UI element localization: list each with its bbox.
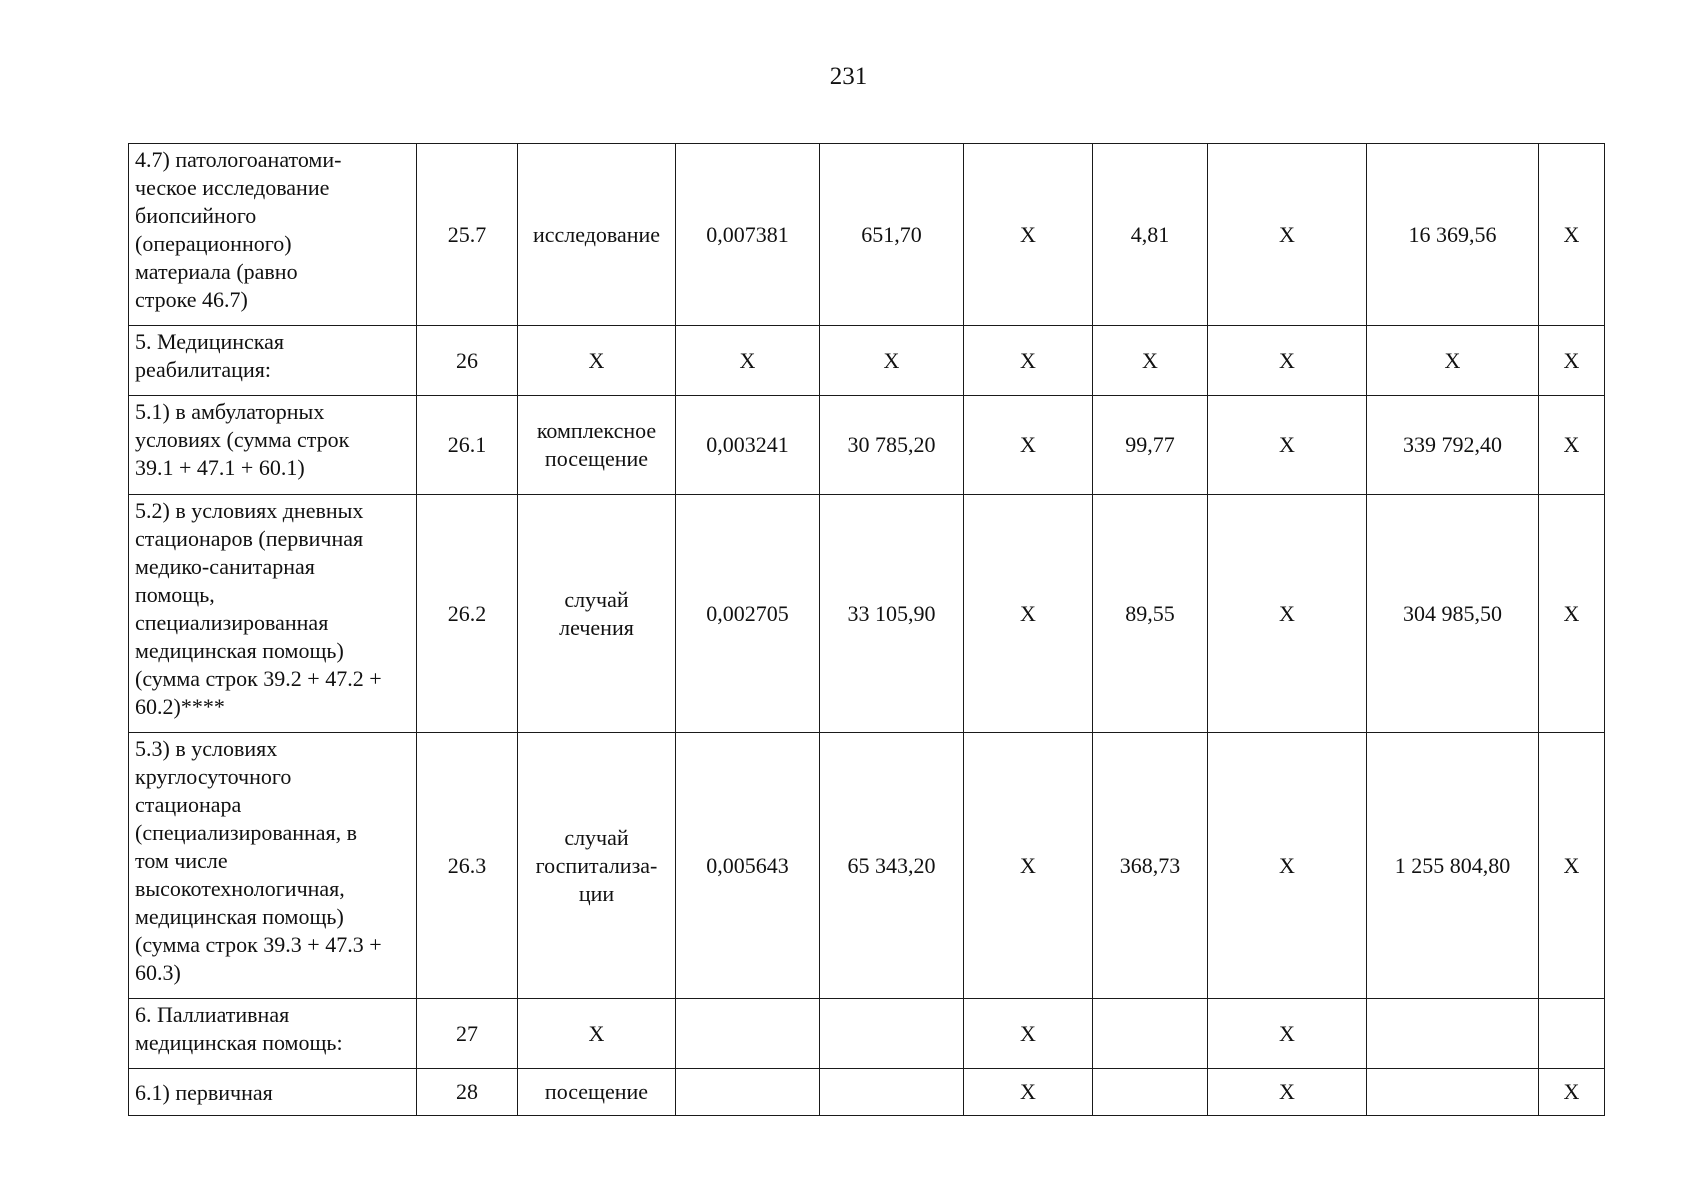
col6-cell: Х	[964, 733, 1093, 999]
cost-norm-cell	[820, 999, 964, 1069]
col10-cell	[1539, 999, 1605, 1069]
table-row	[129, 396, 1605, 495]
col7-cell: 89,55	[1093, 495, 1208, 733]
row-name-cell: 5. Медицинская реабилитация:	[129, 326, 417, 396]
col6-cell: Х	[964, 495, 1093, 733]
unit-cell: Х	[518, 326, 676, 396]
cost-norm-cell: 65 343,20	[820, 733, 964, 999]
col9-cell	[1367, 999, 1539, 1069]
col7-cell: 99,77	[1093, 396, 1208, 495]
row-number-cell: 27	[417, 999, 518, 1069]
unit-cell: случай лечения	[518, 495, 676, 733]
unit-cell: Х	[518, 999, 676, 1069]
table-row	[129, 1069, 1605, 1116]
col9-cell: 1 255 804,80	[1367, 733, 1539, 999]
col7-cell: 368,73	[1093, 733, 1208, 999]
volume-norm-cell: 0,003241	[676, 396, 820, 495]
col6-cell: Х	[964, 396, 1093, 495]
col6-cell: Х	[964, 326, 1093, 396]
col8-cell: Х	[1208, 326, 1367, 396]
volume-norm-cell	[676, 999, 820, 1069]
col8-cell: Х	[1208, 144, 1367, 326]
col10-cell: Х	[1539, 326, 1605, 396]
row-number-cell: 25.7	[417, 144, 518, 326]
table-row	[129, 144, 1605, 326]
volume-norm-cell: 0,007381	[676, 144, 820, 326]
col8-cell: Х	[1208, 999, 1367, 1069]
row-number-cell: 26.3	[417, 733, 518, 999]
volume-norm-cell	[676, 1069, 820, 1116]
table-row	[129, 495, 1605, 733]
row-number-cell: 26.1	[417, 396, 518, 495]
col10-cell: Х	[1539, 1069, 1605, 1116]
unit-cell: комплексное посещение	[518, 396, 676, 495]
table-row	[129, 733, 1605, 999]
cost-norm-cell: 33 105,90	[820, 495, 964, 733]
table-row	[129, 999, 1605, 1069]
cost-norm-cell: 651,70	[820, 144, 964, 326]
data-table	[128, 143, 1605, 1116]
col8-cell: Х	[1208, 495, 1367, 733]
row-number-cell: 28	[417, 1069, 518, 1116]
cost-norm-cell: 30 785,20	[820, 396, 964, 495]
col9-cell	[1367, 1069, 1539, 1116]
unit-cell: случай госпитализа- ции	[518, 733, 676, 999]
col9-cell: Х	[1367, 326, 1539, 396]
col10-cell: Х	[1539, 144, 1605, 326]
row-name-cell: 6. Паллиативная медицинская помощь:	[129, 999, 417, 1069]
col9-cell: 16 369,56	[1367, 144, 1539, 326]
row-name-cell: 5.3) в условиях круглосуточного стационара (специализированная, в том числе высокотехнологичная, медицинская помощь) (сумма строк 39.3 + 47.3 + 60.3)	[129, 733, 417, 999]
volume-norm-cell: 0,005643	[676, 733, 820, 999]
volume-norm-cell: 0,002705	[676, 495, 820, 733]
unit-cell: посещение	[518, 1069, 676, 1116]
row-number-cell: 26.2	[417, 495, 518, 733]
col9-cell: 339 792,40	[1367, 396, 1539, 495]
col7-cell: 4,81	[1093, 144, 1208, 326]
col8-cell: Х	[1208, 733, 1367, 999]
col7-cell	[1093, 1069, 1208, 1116]
page-number: 231	[829, 63, 868, 90]
col9-cell: 304 985,50	[1367, 495, 1539, 733]
col10-cell: Х	[1539, 495, 1605, 733]
col6-cell: Х	[964, 1069, 1093, 1116]
row-name-cell: 5.1) в амбулаторных условиях (сумма строк 39.1 + 47.1 + 60.1)	[129, 396, 417, 495]
unit-cell: исследование	[518, 144, 676, 326]
col6-cell: Х	[964, 144, 1093, 326]
col7-cell: Х	[1093, 326, 1208, 396]
col6-cell: Х	[964, 999, 1093, 1069]
col7-cell	[1093, 999, 1208, 1069]
row-name-cell: 6.1) первичная	[129, 1069, 417, 1116]
col10-cell: Х	[1539, 733, 1605, 999]
cost-norm-cell	[820, 1069, 964, 1116]
volume-norm-cell: Х	[676, 326, 820, 396]
col8-cell: Х	[1208, 396, 1367, 495]
col10-cell: Х	[1539, 396, 1605, 495]
row-name-cell: 4.7) патологоанатоми- ческое исследование биопсийного (операционного) материала (равно строке 46.7)	[129, 144, 417, 326]
row-number-cell: 26	[417, 326, 518, 396]
cost-norm-cell: Х	[820, 326, 964, 396]
col8-cell: Х	[1208, 1069, 1367, 1116]
table-row	[129, 326, 1605, 396]
table-body	[129, 144, 1605, 1116]
row-name-cell: 5.2) в условиях дневных стационаров (первичная медико-санитарная помощь, специализированная медицинская помощь) (сумма строк 39.2 + 47.2 + 60.2)****	[129, 495, 417, 733]
